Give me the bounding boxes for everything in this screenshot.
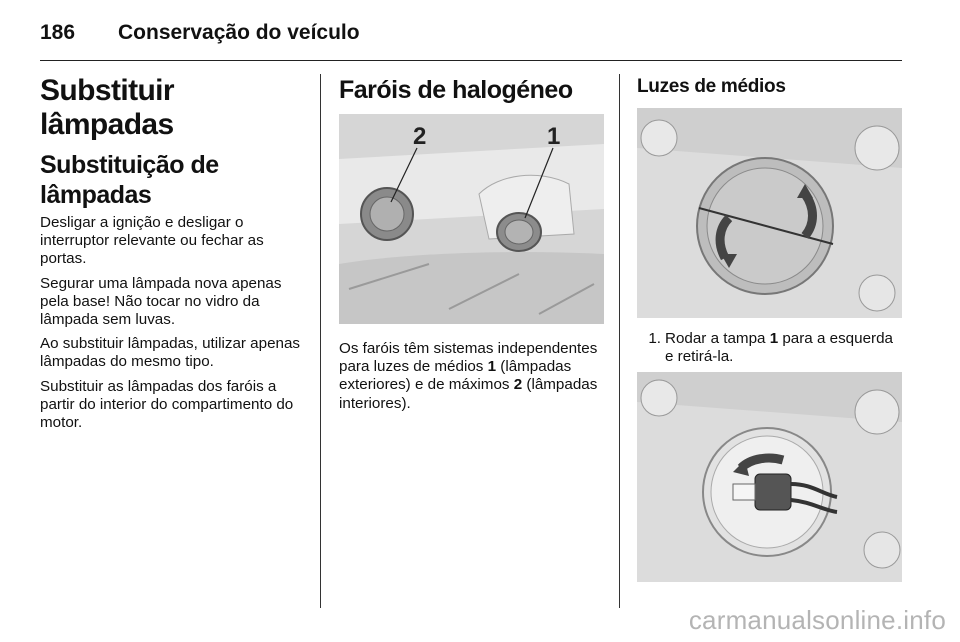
figure-label-1: 1	[547, 123, 561, 150]
column-divider-1	[320, 74, 321, 608]
headlamp-illustration	[339, 114, 604, 324]
column-left	[40, 74, 302, 438]
chapter-title: Conservação do veículo	[118, 21, 360, 44]
section-heading: Substituir lâmpadas	[40, 74, 174, 141]
step-text: Rodar a tampa 1 para a esquerda e retirá-la.	[665, 330, 893, 366]
watermark: carmanualsonline.info	[688, 605, 946, 635]
column-divider-2	[619, 74, 620, 608]
column-right	[637, 74, 902, 582]
figure-label-2: 2	[413, 123, 427, 150]
bulb-removal-illustration	[637, 372, 902, 582]
page-header	[40, 20, 902, 61]
paragraph: Segurar uma lâmpada nova apenas pela base! Não tocar no vidro da lâmpada sem luvas.	[40, 274, 282, 329]
figure-caption: Os faróis têm sistemas independentes para luzes de médios 1 (lâmpadas exteriores) e de máximos 2 (lâmpadas interiores).	[339, 340, 598, 412]
section-heading: Luzes de médios	[637, 76, 786, 97]
lamp-cover-illustration	[637, 108, 902, 318]
paragraph: Substituir as lâmpadas dos faróis a partir do interior do compartimento do motor.	[40, 377, 294, 432]
step-number: 1.	[648, 330, 661, 347]
paragraph: Desligar a ignição e desligar o interruptor relevante ou fechar as portas.	[40, 214, 264, 268]
page-number: 186	[40, 21, 76, 44]
paragraph: Ao substituir lâmpadas, utilizar apenas lâmpadas do mesmo tipo.	[40, 335, 301, 371]
section-heading: Faróis de halogéneo	[339, 76, 573, 104]
column-middle	[339, 74, 604, 419]
instruction-step-1	[637, 330, 902, 366]
subsection-heading: Substituição de lâmpadas	[40, 151, 219, 209]
